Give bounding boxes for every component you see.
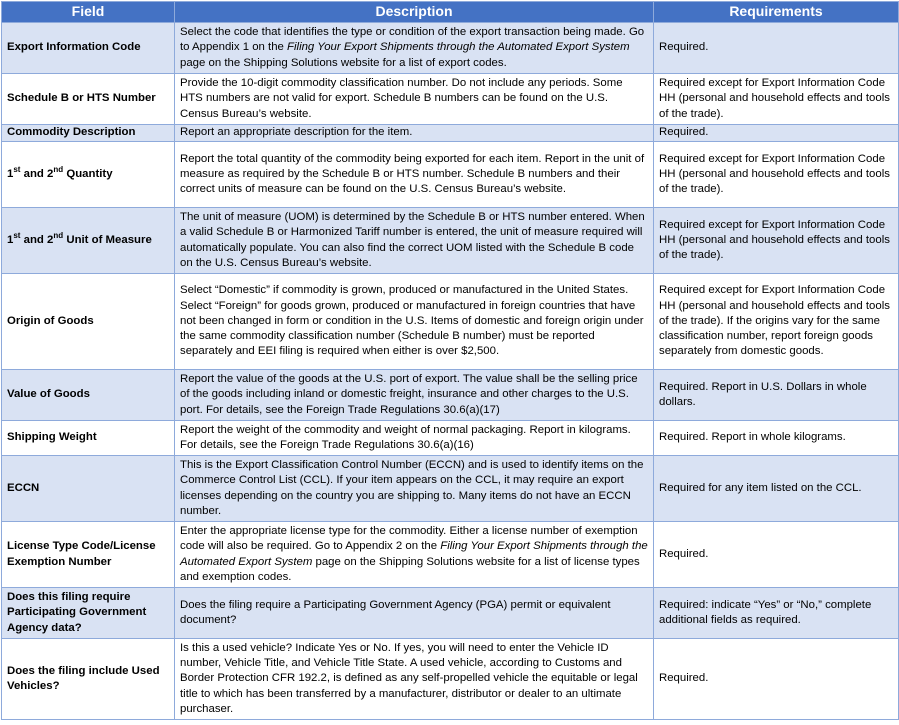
table-row: [2, 588, 899, 639]
export-fields-table: [1, 1, 899, 720]
field-cell: Shipping Weight: [2, 421, 175, 456]
description-cell: Is this a used vehicle? Indicate Yes or No. If yes, you will need to enter the Vehicle ID number, Vehicle Title, and Vehicle Title State. A used vehicle, according to Customs and Border Protection CFR 192.2, is defined as any self-propelled vehicle the equitable or legal title to which has been transferred by a manufacturer, distributor or dealer to an ultimate purchaser.: [175, 639, 654, 720]
table-row: [2, 142, 899, 208]
field-cell: Does this filing require Participating Government Agency data?: [2, 588, 175, 639]
requirements-cell: Required: indicate “Yes” or “No,” complete additional fields as required.: [654, 588, 899, 639]
requirements-cell: Required for any item listed on the CCL.: [654, 456, 899, 522]
description-cell: Does the filing require a Participating Government Agency (PGA) permit or equivalent document?: [175, 588, 654, 639]
field-cell: 1st and 2nd Unit of Measure: [2, 208, 175, 274]
header-field: Field: [2, 2, 175, 23]
field-cell: ECCN: [2, 456, 175, 522]
field-cell: Origin of Goods: [2, 274, 175, 370]
requirements-cell: Required.: [654, 639, 899, 720]
description-cell: Report the value of the goods at the U.S. port of export. The value shall be the selling price of the goods including inland or domestic freight, insurance and other charges to the U.S. port. For details, see the Foreign Trade Regulations 30.6(a)(17): [175, 370, 654, 421]
requirements-cell: Required.: [654, 125, 899, 142]
table-row: [2, 370, 899, 421]
description-cell: Provide the 10-digit commodity classification number. Do not include any periods. Some HTS numbers are not valid for export. Schedule B numbers can be found on the U.S. Census Bureau’s website.: [175, 74, 654, 125]
requirements-cell: Required except for Export Information Code HH (personal and household effects and tools of the trade).: [654, 74, 899, 125]
table-row: [2, 208, 899, 274]
description-cell: Report an appropriate description for the item.: [175, 125, 654, 142]
description-cell: This is the Export Classification Control Number (ECCN) and is used to identify items on the Commerce Control List (CCL). If your item appears on the CCL, it may require an export licenses depending on the country you are shipping to. Many items do not have an ECCN number.: [175, 456, 654, 522]
table-row: [2, 274, 899, 370]
table-row: [2, 456, 899, 522]
description-cell: Report the total quantity of the commodity being exported for each item. Report in the unit of measure as required by the Schedule B or HTS number. Schedule B numbers and their correct units of measure can be found on the U.S. Census Bureau’s website.: [175, 142, 654, 208]
field-cell: Commodity Description: [2, 125, 175, 142]
description-cell: Report the weight of the commodity and weight of normal packaging. Report in kilograms. For details, see the Foreign Trade Regulations 30.6(a)(16): [175, 421, 654, 456]
field-cell: Export Information Code: [2, 23, 175, 74]
field-cell: 1st and 2nd Quantity: [2, 142, 175, 208]
table-row: [2, 23, 899, 74]
field-cell: License Type Code/License Exemption Number: [2, 522, 175, 588]
description-cell: Select the code that identifies the type or condition of the export transaction being made. Go to Appendix 1 on the Filing Your Export Shipments through the Automated Export System page on the Shipping Solutions website for a list of export codes.: [175, 23, 654, 74]
field-cell: Value of Goods: [2, 370, 175, 421]
requirements-cell: Required. Report in U.S. Dollars in whole dollars.: [654, 370, 899, 421]
description-cell: Enter the appropriate license type for the commodity. Either a license number of exemption code will also be required. Go to Appendix 2 on the Filing Your Export Shipments through the Automated Export System page on the Shipping Solutions website for a list of license types and exemption codes.: [175, 522, 654, 588]
header-description: Description: [175, 2, 654, 23]
table-row: [2, 125, 899, 142]
header-requirements: Requirements: [654, 2, 899, 23]
header-row: [2, 2, 899, 23]
table-row: [2, 421, 899, 456]
table-row: [2, 522, 899, 588]
field-cell: Schedule B or HTS Number: [2, 74, 175, 125]
field-cell: Does the filing include Used Vehicles?: [2, 639, 175, 720]
requirements-cell: Required.: [654, 23, 899, 74]
table-row: [2, 74, 899, 125]
description-cell: The unit of measure (UOM) is determined by the Schedule B or HTS number entered. When a valid Schedule B or Harmonized Tariff number is entered, the unit of measure required will automatically populate. You can also find the correct UOM listed with the Schedule B code on the U.S. Census Bureau’s website.: [175, 208, 654, 274]
requirements-cell: Required. Report in whole kilograms.: [654, 421, 899, 456]
requirements-cell: Required.: [654, 522, 899, 588]
requirements-cell: Required except for Export Information Code HH (personal and household effects and tools of the trade).: [654, 142, 899, 208]
description-cell: Select “Domestic” if commodity is grown, produced or manufactured in the United States. Select “Foreign” for goods grown, produced or manufactured in foreign countries that have not been changed in form or condition in the U.S. Items of domestic and foreign origin under the same commodity classification number (Schedule B number) must be reported separately and EEI filing is required when either is over $2,500.: [175, 274, 654, 370]
table-row: [2, 639, 899, 720]
requirements-cell: Required except for Export Information Code HH (personal and household effects and tools of the trade).: [654, 208, 899, 274]
requirements-cell: Required except for Export Information Code HH (personal and household effects and tools of the trade). If the origins vary for the same classification number, report foreign goods separately from domestic goods.: [654, 274, 899, 370]
